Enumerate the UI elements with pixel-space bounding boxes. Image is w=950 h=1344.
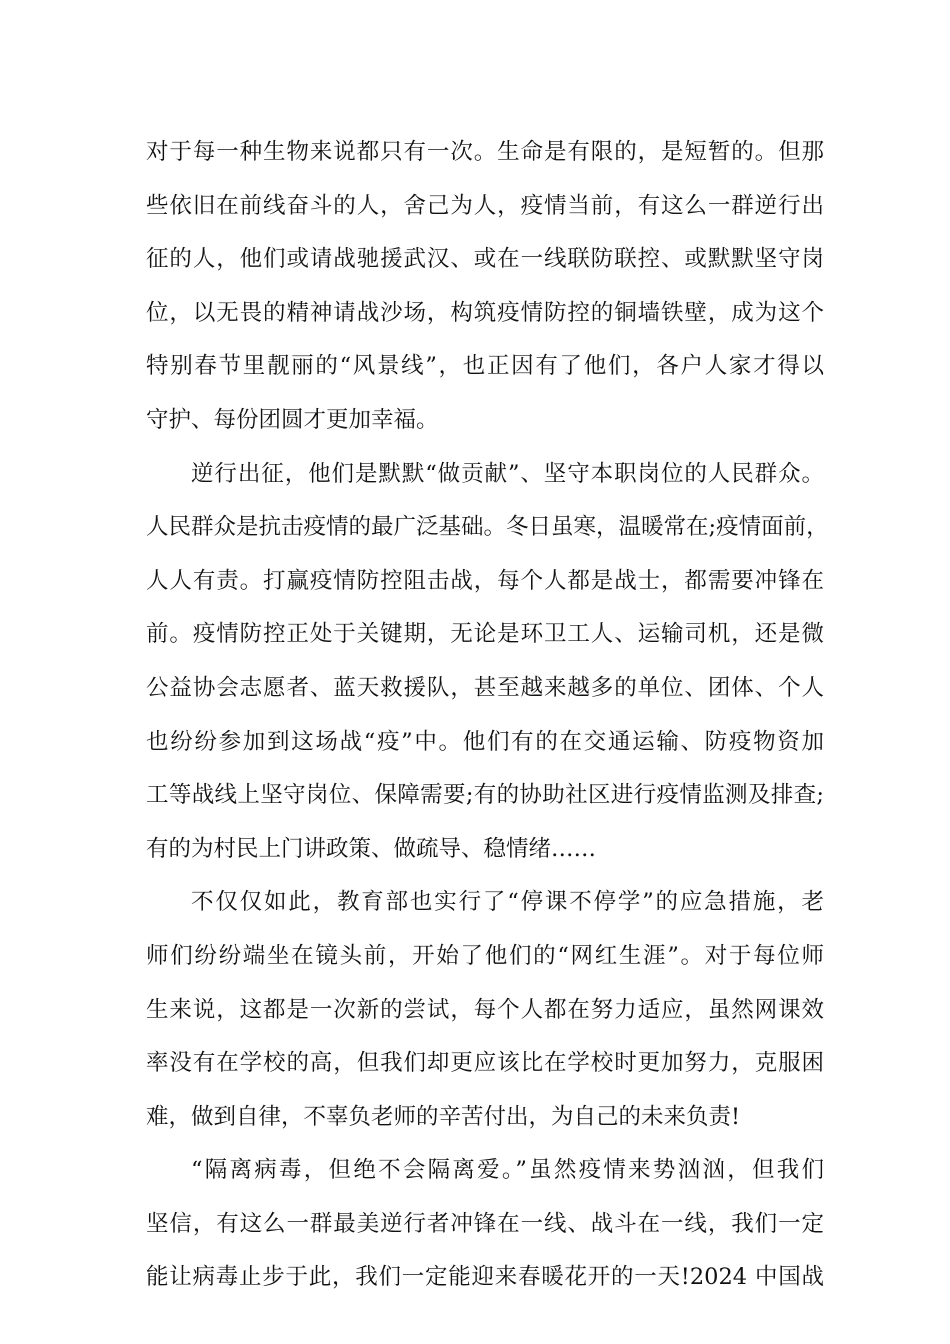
text-line: 人人有责。打赢疫情防控阻击战，每个人都是战士，都需要冲锋在 — [146, 567, 824, 594]
text-line: 对于每一种生物来说都只有一次。生命是有限的，是短暂的。但那 — [146, 139, 824, 165]
text-line: 些依旧在前线奋斗的人，舍己为人，疫情当前，有这么一群逆行出 — [146, 192, 824, 219]
text-line: 坚信，有这么一群最美逆行者冲锋在一线、战斗在一线，我们一定 — [146, 1210, 824, 1237]
text-line: 公益协会志愿者、蓝天救援队，甚至越来越多的单位、团体、个人 — [146, 674, 824, 701]
text-line: 生来说，这都是一次新的尝试，每个人都在努力适应，虽然网课效 — [146, 996, 824, 1023]
text-line: “隔离病毒，但绝不会隔离爱。”虽然疫情来势汹汹，但我们 — [191, 1157, 824, 1184]
paragraph-2 — [146, 448, 829, 877]
text-line: 前。疫情防控正处于关键期，无论是环卫工人、运输司机，还是微 — [146, 621, 824, 648]
text-line: 特别春节里靓丽的“风景线”，也正因有了他们，各户人家才得以 — [146, 353, 824, 380]
text-line: 能让病毒止步于此，我们一定能迎来春暖花开的一天!2024 中国战 — [146, 1264, 824, 1291]
text-line: 逆行出征，他们是默默“做贡献”、坚守本职岗位的人民群众。 — [191, 460, 824, 487]
text-line: 人民群众是抗击疫情的最广泛基础。冬日虽寒，温暖常在;疫情面前， — [146, 514, 829, 541]
text-line: 也纷纷参加到这场战“疫”中。他们有的在交通运输、防疫物资加 — [146, 728, 824, 755]
text-line: 不仅仅如此，教育部也实行了“停课不停学”的应急措施，老 — [191, 889, 824, 916]
text-line: 率没有在学校的高，但我们却更应该比在学校时更加努力，克服困 — [146, 1050, 824, 1077]
paragraph-4 — [146, 1144, 824, 1305]
paragraph-3 — [146, 876, 824, 1144]
text-line: 工等战线上坚守岗位、保障需要;有的协助社区进行疫情监测及排查; — [146, 782, 824, 809]
text-line: 难，做到自律，不辜负老师的辛苦付出，为自己的未来负责! — [146, 1103, 741, 1130]
text-line: 守护、每份团圆才更加幸福。 — [146, 406, 439, 433]
text-line: 位，以无畏的精神请战沙场，构筑疫情防控的铜墙铁壁，成为这个 — [146, 299, 824, 326]
text-line: 征的人，他们或请战驰援武汉、或在一线联防联控、或默默坚守岗 — [146, 246, 824, 273]
document-body — [146, 126, 829, 1305]
text-line: 有的为村民上门讲政策、做疏导、稳情绪…… — [146, 835, 597, 862]
text-line: 师们纷纷端坐在镜头前，开始了他们的“网红生涯”。对于每位师 — [146, 942, 824, 969]
paragraph-1 — [146, 126, 824, 448]
